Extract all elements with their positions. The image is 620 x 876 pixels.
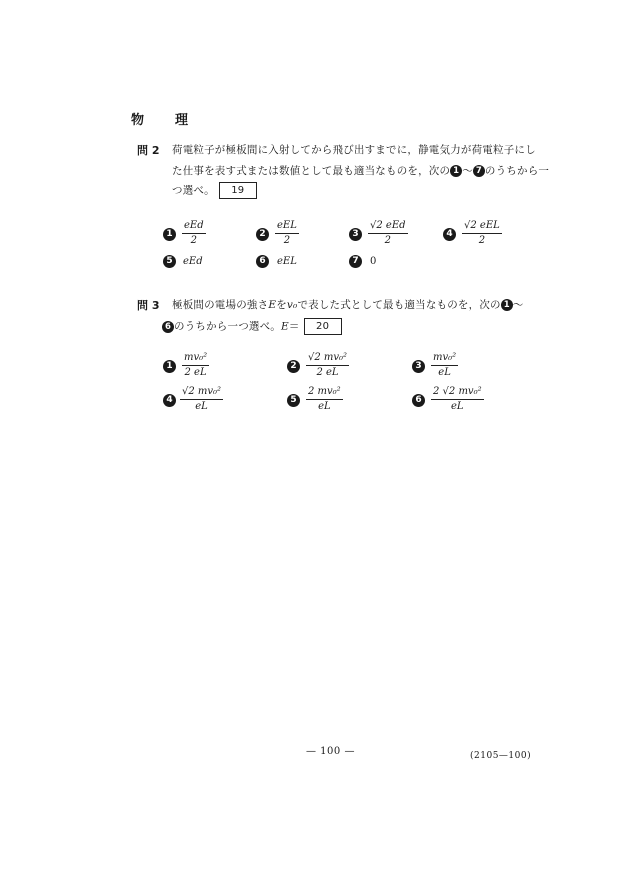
q3-choice-3-num: mv₀²: [431, 352, 458, 366]
q3-choice-5[interactable]: [306, 386, 343, 413]
q3-choice-6-den: eL: [451, 401, 464, 412]
q2-choice-4-den: 2: [478, 235, 486, 246]
q3-line1: [172, 297, 523, 312]
q2-line2-text-a: た仕事を表す式または数値として最も適当なものを，次の: [172, 165, 451, 177]
q3-line1-text-b: を: [276, 299, 287, 311]
q3-choice-4[interactable]: [180, 386, 223, 413]
q2-choice-2[interactable]: [275, 220, 299, 247]
q2-line3: [172, 182, 257, 199]
q2-choice-ref-first: 1: [450, 165, 462, 177]
q2-choice-3-num: √2 eEd: [368, 220, 408, 234]
q3-choice-ref-first: 1: [501, 299, 513, 311]
q2-choice-1-num: eEd: [182, 220, 206, 234]
q3-choice-3-marker: 3: [412, 360, 425, 373]
q3-choice-3-den: eL: [438, 367, 451, 378]
q3-choice-ref-last: 6: [162, 321, 174, 333]
q2-choice-4-marker: 4: [443, 228, 456, 241]
q3-line2-symbol-E: E: [281, 320, 289, 333]
q2-label: 問 2: [137, 144, 160, 157]
q3-line2: [162, 318, 342, 335]
q3-line1-text-c: で表した式として最も適当なものを，次の: [297, 299, 501, 311]
q2-choice-6-marker: 6: [256, 255, 269, 268]
q3-choice-4-marker: 4: [163, 394, 176, 407]
q2-choice-5-marker: 5: [163, 255, 176, 268]
q2-choice-3[interactable]: [368, 220, 408, 247]
q2-choice-2-den: 2: [283, 235, 291, 246]
q2-choice-ref-last: 7: [473, 165, 485, 177]
q3-choice-1-marker: 1: [163, 360, 176, 373]
q2-choice-7[interactable]: 0: [370, 256, 377, 267]
exam-code: (2105—100): [470, 751, 532, 761]
q2-choice-3-marker: 3: [349, 228, 362, 241]
q3-choice-3[interactable]: [431, 352, 458, 379]
subject-heading: 物 理: [131, 113, 198, 128]
q2-range-sep: ～: [462, 165, 473, 177]
q2-line2: [172, 163, 549, 178]
q3-choice-2-num: √2 mv₀²: [306, 352, 349, 366]
q2-answer-box[interactable]: 19: [219, 182, 257, 199]
q3-line2-equals: ＝: [288, 320, 300, 333]
q2-line2-text-b: のうちから一: [484, 165, 550, 177]
q2-line3-text: つ選べ。: [172, 184, 215, 197]
q2-choice-6[interactable]: eEL: [277, 256, 297, 267]
q3-symbol-E: E: [268, 299, 277, 311]
q3-choice-4-num: √2 mv₀²: [180, 386, 223, 400]
q3-choice-5-den: eL: [318, 401, 331, 412]
q3-choice-1-den: 2 eL: [184, 367, 207, 378]
page-number: — 100 —: [306, 746, 355, 757]
q3-label: 問 3: [137, 299, 160, 312]
q2-choice-1[interactable]: [182, 220, 206, 247]
q3-choice-6-marker: 6: [412, 394, 425, 407]
q2-choice-1-marker: 1: [163, 228, 176, 241]
q3-choice-1-num: mv₀²: [182, 352, 209, 366]
q3-choice-1[interactable]: [182, 352, 209, 379]
q3-line2-text: のうちから一つ選べ。: [174, 320, 281, 333]
q2-choice-3-den: 2: [384, 235, 391, 246]
q2-choice-1-den: 2: [190, 235, 197, 246]
q3-symbol-v0: v₀: [286, 299, 298, 311]
q3-choice-2-marker: 2: [287, 360, 300, 373]
q2-choice-4[interactable]: [462, 220, 502, 247]
q2-line1: 荷電粒子が極板間に入射してから飛び出すまでに，静電気力が荷電粒子にし: [172, 144, 536, 156]
q2-choice-2-marker: 2: [256, 228, 269, 241]
q3-answer-box[interactable]: 20: [304, 318, 342, 335]
q3-choice-4-den: eL: [195, 401, 208, 412]
q3-choice-6[interactable]: [431, 386, 484, 413]
q3-choice-6-num: 2 √2 mv₀²: [431, 386, 484, 400]
q2-choice-7-marker: 7: [349, 255, 362, 268]
q2-choice-2-num: eEL: [275, 220, 299, 234]
q3-choice-2-den: 2 eL: [316, 367, 339, 378]
q3-choice-5-marker: 5: [287, 394, 300, 407]
q3-choice-2[interactable]: [306, 352, 349, 379]
q2-choice-5[interactable]: eEd: [183, 256, 203, 267]
q3-range-sep: ～: [512, 299, 524, 311]
q3-line1-text-a: 極板間の電場の強さ: [172, 299, 269, 311]
q2-choice-4-num: √2 eEL: [462, 220, 502, 234]
q3-choice-5-num: 2 mv₀²: [306, 386, 343, 400]
